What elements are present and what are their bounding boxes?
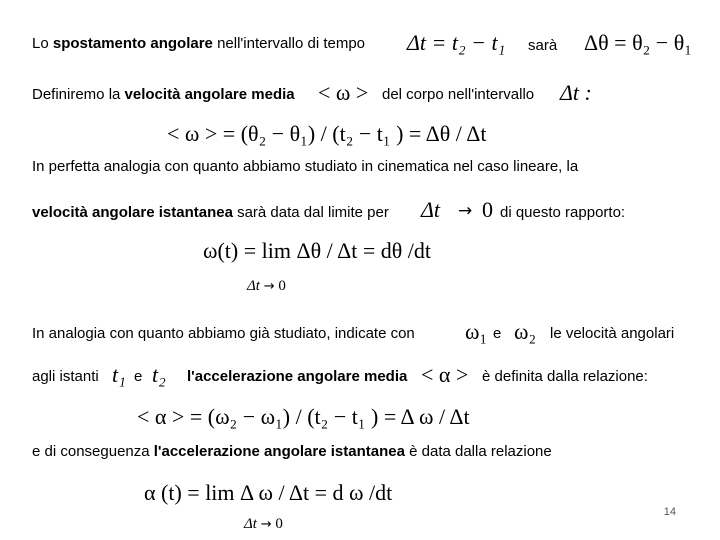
line5-pre: In analogia con quanto abbiamo già studiato, indicate con bbox=[32, 325, 415, 342]
line7-post: è data dalla relazione bbox=[404, 443, 552, 460]
t2-symbol: t₂ bbox=[152, 362, 166, 387]
equation-alpha-instant: α (t) = lim Δ ω / Δt = d ω /dt bbox=[144, 480, 393, 505]
arrow-icon: → bbox=[263, 279, 275, 294]
lim2-dt: Δt bbox=[244, 516, 257, 532]
line4-bold: velocità angolare istantanea bbox=[32, 204, 233, 221]
omega-mean-symbol: < ω > bbox=[318, 80, 369, 105]
line6-bold-wrap bbox=[187, 368, 407, 385]
equation-omega-instant: ω(t) = lim Δθ / Δt = dθ /dt bbox=[203, 238, 432, 263]
line-analogia: In perfetta analogia con quanto abbiamo studiato in cinematica nel caso lineare, la bbox=[32, 158, 579, 175]
line5-e: e bbox=[493, 325, 502, 342]
line2-dt: Δt : bbox=[560, 80, 592, 105]
equation-omega-mean: < ω > = (θ₂ − θ₁) / (t₂ − t₁ ) = Δθ / Δt bbox=[167, 121, 487, 146]
line2-pre: Definiremo la bbox=[32, 86, 125, 103]
line5-post: le velocità angolari bbox=[550, 325, 675, 342]
page-number: 14 bbox=[663, 506, 676, 518]
omega2-symbol: ω₂ bbox=[514, 319, 537, 344]
line4-dt: Δt bbox=[421, 197, 441, 222]
line6-bold: l'accelerazione angolare media bbox=[187, 368, 408, 385]
dt-definition: Δt = t₂ − t₁ bbox=[407, 30, 506, 55]
line2-bold: velocità angolare media bbox=[124, 86, 295, 103]
line4-zero: 0 bbox=[482, 197, 493, 222]
line7-bold: l'accelerazione angolare istantanea bbox=[153, 443, 405, 460]
line4-mid: sarà data dal limite per bbox=[232, 204, 389, 221]
arrow-icon: → bbox=[458, 201, 473, 221]
line7-pre: e di conseguenza bbox=[32, 443, 154, 460]
lim1-dt: Δt bbox=[247, 278, 260, 294]
limit-subscript-2 bbox=[244, 516, 283, 533]
line6-pre: agli istanti bbox=[32, 368, 99, 385]
omega1-symbol: ω₁ bbox=[465, 319, 488, 344]
line6-e: e bbox=[134, 368, 143, 385]
alpha-mean-symbol: < α > bbox=[421, 362, 469, 387]
lim2-zero: 0 bbox=[275, 516, 283, 532]
line2-post: del corpo nell'intervallo bbox=[382, 86, 535, 103]
line4-post: di questo rapporto: bbox=[500, 204, 626, 221]
line-accelerazione-istantanea bbox=[32, 443, 552, 460]
line1-post: nell'intervallo di tempo bbox=[212, 35, 366, 52]
equation-alpha-mean: < α > = (ω₂ − ω₁) / (t₂ − t₁ ) = Δ ω / Δt bbox=[137, 404, 470, 429]
line-spostamento bbox=[32, 35, 365, 52]
limit-subscript-1 bbox=[247, 278, 286, 295]
line1-pre: Lo bbox=[32, 35, 53, 52]
line-velocita-istantanea bbox=[32, 204, 389, 221]
t1-symbol: t₁ bbox=[112, 362, 126, 387]
sara-word: sarà bbox=[528, 37, 558, 54]
dtheta-definition: Δθ = θ₂ − θ₁ bbox=[584, 30, 692, 55]
line1-bold: spostamento angolare bbox=[52, 35, 213, 52]
arrow-icon: → bbox=[260, 517, 272, 532]
line-velocita-media bbox=[32, 86, 295, 103]
line6-post: è definita dalla relazione: bbox=[482, 368, 648, 385]
lim1-zero: 0 bbox=[278, 278, 286, 294]
